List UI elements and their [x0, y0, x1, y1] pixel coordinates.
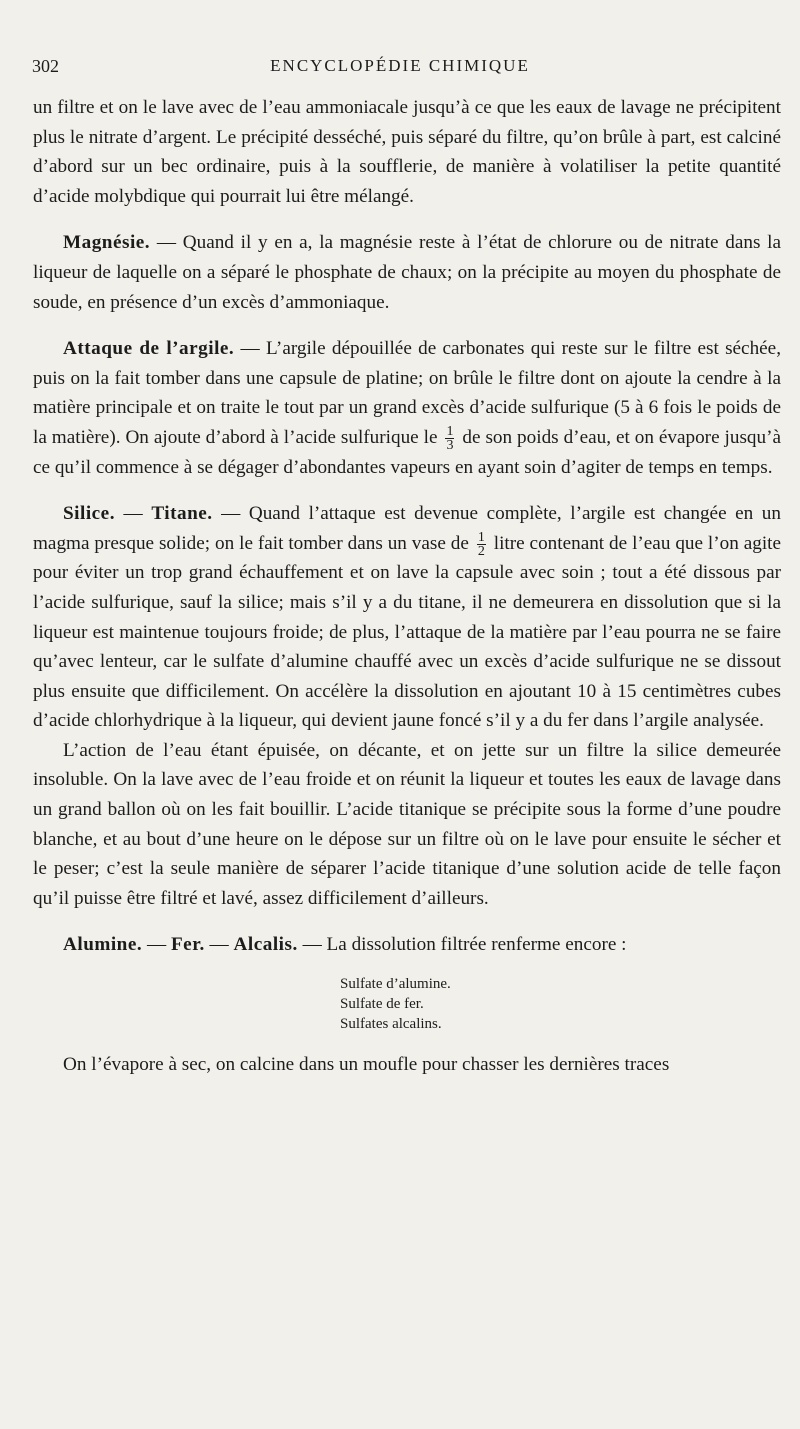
paragraph-silice: [33, 499, 781, 736]
salt-item: Sulfate d’alumine.: [340, 976, 451, 993]
heading-dash: —: [115, 503, 152, 525]
section-heading-attaque: Attaque de l’argile.: [63, 338, 235, 360]
fraction-numerator: 1: [446, 424, 454, 440]
section-heading-alumine: Alumine.: [63, 934, 143, 956]
magnesie-text: — Quand il y en a, la magnésie reste à l’état de chlorure ou de nitrate dans la liqueur de laquelle on a séparé le phosphate de chaux; on la précipite au moyen du phosphate de soude, en présence d’un excès d’ammoniaque.: [33, 232, 781, 313]
heading-dash: —: [142, 934, 171, 956]
fraction-numerator: 1: [477, 529, 485, 545]
silice-text-b: litre contenant de l’eau que l’on agite pour éviter un trop grand échauffement et on lave la capsule avec soin ; tout a été dissous par l’acide sulfurique, sauf la silice; mais s’il y a du titane, il ne demeurera en dissolution que si la liqueur est maintenue toujours froide; de plus, l’attaque de la matière par l’eau pourra ne se faire qu’avec lenteur, car le sulfate d’alumine chauffé avec un excès d’acide sulfurique ne se dissout plus ensuite que difficilement. On accélère la dissolution en ajoutant 10 à 15 centimètres cubes d’acide chlorhydrique à la liqueur, qui devient jaune foncé s’il y a du fer dans l’argile analysée.: [33, 532, 782, 732]
paragraph-attaque: [33, 334, 781, 482]
paragraph-alumine: [33, 930, 781, 960]
running-title: ENCYCLOPÉDIE CHIMIQUE: [270, 56, 530, 75]
fraction-one-third: [445, 425, 454, 452]
fraction-denominator: 3: [446, 438, 454, 454]
fraction-denominator: 2: [477, 543, 485, 559]
page-number: 302: [32, 56, 59, 76]
page-header: [32, 56, 768, 80]
paragraph-magnesie: [33, 228, 781, 317]
salt-item: Sulfate de fer.: [340, 996, 424, 1013]
section-heading-fer: Fer.: [170, 934, 205, 956]
paragraph-continued: un filtre et on le lave avec de l’eau ammoniacale jusqu’à ce que les eaux de lavage ne précipitent plus le nitrate d’argent. Le précipité desséché, puis séparé du filtre, qu’on brûle à part, est calciné d’abord sur un bec ordinaire, puis à la soufflerie, de manière à volatiliser la petite quantité d’acide molybdique qui pourrait lui être mélangé.: [33, 97, 781, 207]
page-body: [33, 93, 781, 1080]
salt-item: Sulfates alcalins.: [340, 1016, 442, 1033]
section-heading-titane: Titane.: [151, 503, 213, 525]
paragraph-last: On l’évapore à sec, on calcine dans un moufle pour chasser les dernières traces: [63, 1054, 670, 1076]
heading-dash: —: [204, 934, 234, 956]
attaque-text-a: — L’argile dépouillée de carbonates qui reste sur le filtre est séchée, puis on la fait tomber dans une capsule de platine; on brûle le filtre dont on ajoute la cendre à la matière principale et on traite le tout par un grand excès d’acide sulfurique (5 à 6 fois le poids de la matière). On ajoute d’abord à l’acide sulfurique le: [33, 338, 781, 448]
paragraph-action: L’action de l’eau étant épuisée, on décante, et on jette sur un filtre la silice demeurée insoluble. On la lave avec de l’eau froide et on réunit la liqueur et toutes les eaux de lavage dans un grand ballon où on les fait bouillir. L’acide titanique se précipite sous la forme d’une poudre blanche, et au bout d’une heure on le dépose sur un filtre où on le lave pour ensuite le sécher et le peser; c’est la seule manière de séparer l’acide titanique d’une solution acide de telle façon qu’il puisse être filtré et lavé, assez difficilement d’ailleurs.: [33, 739, 781, 909]
fraction-one-half: [477, 531, 486, 558]
attaque-text-b: de son poids d’eau, et on évapore jusqu’à ce qu’il commence à se dégager d’abondantes vapeurs en ayant soin d’agiter de temps en temps.: [33, 426, 782, 478]
silice-text-a: — Quand l’attaque est devenue complète, l’argile est changée en un magma presque solide; on le fait tomber dans un vase de: [33, 503, 781, 554]
alumine-text: — La dissolution filtrée renferme encore :: [297, 934, 627, 956]
section-heading-alcalis: Alcalis.: [233, 934, 298, 956]
salts-list: [340, 974, 781, 1034]
section-heading-silice: Silice.: [63, 503, 115, 525]
section-heading-magnesie: Magnésie.: [63, 232, 151, 254]
